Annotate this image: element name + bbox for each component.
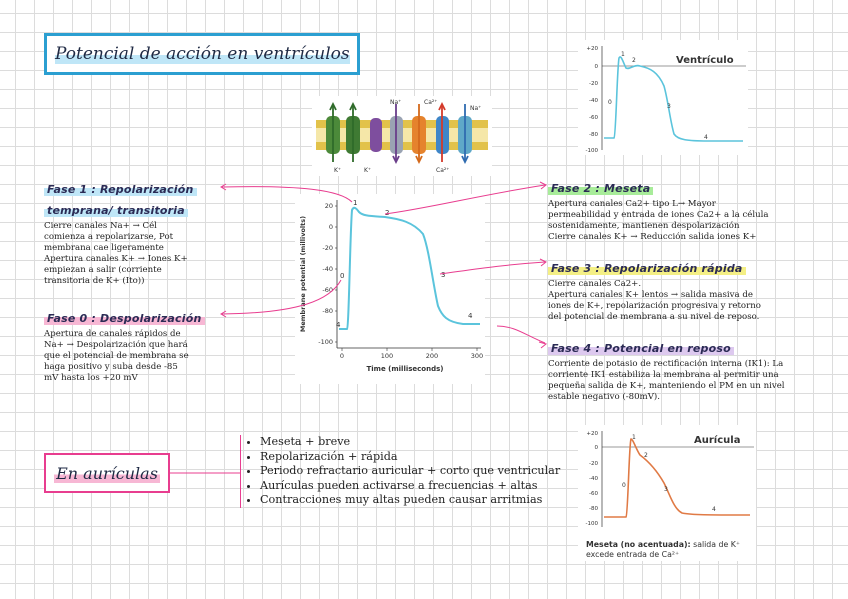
main-ylabel: Membrane potential (millivolts) xyxy=(299,215,307,333)
auricles-bullet: • Contracciones muy altas pueden causar arritmias xyxy=(260,493,581,508)
ventricle-ytick: -80 xyxy=(589,132,598,138)
atrium-ytick: -20 xyxy=(589,461,598,467)
membrane-label-na: Na⁺ xyxy=(390,99,402,106)
main-xlabel: Time (milliseconds) xyxy=(366,365,444,373)
ventricle-ytick: -100 xyxy=(585,148,598,154)
main-xtick: 200 xyxy=(425,352,439,360)
ventricle-title: Ventrículo xyxy=(676,55,734,66)
main-ytick: -100 xyxy=(318,338,333,346)
ventricle-ytick: -40 xyxy=(589,98,598,104)
ventricle-ytick: -60 xyxy=(589,115,598,121)
auricles-title: En aurículas xyxy=(56,463,158,483)
phase4-title: Fase 4 : Potencial en reposo xyxy=(548,342,734,355)
atrium-phase-label: 4 xyxy=(712,506,716,513)
main-ytick: -80 xyxy=(322,307,333,315)
main-ytick: -40 xyxy=(322,265,333,273)
phase4-text: Corriente de potasio de rectificación interna (IK1): La corriente IK1 estabiliza la membrana al permitir una pequeña salida de K+, manteniendo el PM en un nivel estable negativo (-80mV). xyxy=(548,359,785,402)
main-phase-label: 3 xyxy=(441,271,446,279)
phase2-title: Fase 2 : Meseta xyxy=(548,182,653,195)
phase2-text: Apertura canales Ca2+ tipo L→ Mayor permeabilidad y entrada de iones Ca2+ a la célula sostenidamente, mantienen despolarización Cierre canales K+ → Reducción salida iones K+ xyxy=(548,199,769,242)
main-ytick: -20 xyxy=(322,244,333,252)
arrow-phase0 xyxy=(222,280,341,314)
main-xtick: 100 xyxy=(380,352,394,360)
membrane-label-ca: Ca²⁺ xyxy=(424,99,438,106)
atrium-caption xyxy=(578,540,756,560)
atrium-ytick: -100 xyxy=(585,521,598,527)
phase0-text: Apertura de canales rápidos de Na+ → Despolarización que hará que el potencial de membrana se haga positivo y suba desde -85 mV hasta los +20 mV xyxy=(44,329,189,383)
membrane-label-na2: Na⁺ xyxy=(470,105,482,112)
main-phase-label: 1 xyxy=(353,199,358,207)
atrium-chart xyxy=(578,425,756,561)
atrium-ytick: -60 xyxy=(589,491,598,497)
main-xtick: 300 xyxy=(470,352,484,360)
main-xtick: 0 xyxy=(339,352,345,360)
atrium-curve xyxy=(604,439,750,517)
arrow-phase4 xyxy=(497,326,545,343)
main-phase-label: 2 xyxy=(385,209,390,217)
atrium-caption-rest: salida de K⁺ excede entrada de Ca²⁺ xyxy=(586,540,740,559)
phase3-title: Fase 3 : Repolarización rápida xyxy=(548,262,746,275)
membrane-label-k2: K⁺ xyxy=(364,167,372,174)
arrow-phase1 xyxy=(222,187,352,202)
auricles-bullets xyxy=(240,435,581,508)
atrium-phase-label: 0 xyxy=(622,482,626,489)
atrium-caption-bold: Meseta (no acentuada): xyxy=(586,540,691,549)
auricles-bullet: • Aurículas pueden activarse a frecuencias + altas xyxy=(260,479,581,494)
atrium-phase-label: 1 xyxy=(632,434,636,441)
phase1-text: Cierre canales Na+ → Cél comienza a repolarizarse, Pot membrana cae ligeramente Apertura canales K+ → Iones K+ empiezan a salir (corriente transitoria de K+ (Ito)) xyxy=(44,221,188,286)
phase1-title-line2: temprana/ transitoria xyxy=(44,204,188,217)
atrium-ytick: 0 xyxy=(594,445,598,451)
main-phase-label: 4 xyxy=(336,321,341,329)
arrow-phase2 xyxy=(385,185,545,214)
ventricle-phase-label: 3 xyxy=(667,103,671,110)
membrane-label-k1: K⁺ xyxy=(334,167,342,174)
auricles-bullet: • Meseta + breve xyxy=(260,435,581,450)
main-ytick: -60 xyxy=(322,286,333,294)
auricles-bullet: • Periodo refractario auricular + corto que ventricular xyxy=(260,464,581,479)
ventricle-ytick: +20 xyxy=(586,46,598,52)
ventricle-phase-label: 4 xyxy=(704,134,708,141)
atrium-ytick: -80 xyxy=(589,506,598,512)
phase0-title: Fase 0 : Despolarización xyxy=(44,312,205,325)
ventricle-phase-label: 1 xyxy=(621,51,625,58)
atrium-title: Aurícula xyxy=(694,435,741,446)
auricles-bullet: • Repolarización + rápida xyxy=(260,450,581,465)
phase3-text: Cierre canales Ca2+. Apertura canales K+ lentos → salida masiva de iones de K+, repolarización progresiva y retorno del potencial de membrana a su nivel de reposo. xyxy=(548,279,761,322)
atrium-ytick: +20 xyxy=(586,431,598,437)
main-phase-label: 0 xyxy=(340,272,345,280)
ventricle-phase-label: 2 xyxy=(632,57,636,64)
phase1-title-line1: Fase 1 : Repolarización xyxy=(44,183,197,196)
main-ytick: 0 xyxy=(328,223,333,231)
auricles-box xyxy=(44,453,170,493)
ventricle-ytick: -20 xyxy=(589,81,598,87)
membrane-label-ca2: Ca²⁺ xyxy=(436,167,450,174)
ventricle-ytick: 0 xyxy=(594,64,598,70)
atrium-phase-label: 2 xyxy=(644,452,648,459)
ventricle-phase-label: 0 xyxy=(608,99,612,106)
page-title: Potencial de acción en ventrículos xyxy=(55,44,350,64)
atrium-phase-label: 3 xyxy=(664,486,668,493)
main-phase-label: 4 xyxy=(468,312,473,320)
atrium-ytick: -40 xyxy=(589,476,598,482)
arrow-phase3 xyxy=(440,262,545,274)
main-ytick: 20 xyxy=(324,202,333,210)
